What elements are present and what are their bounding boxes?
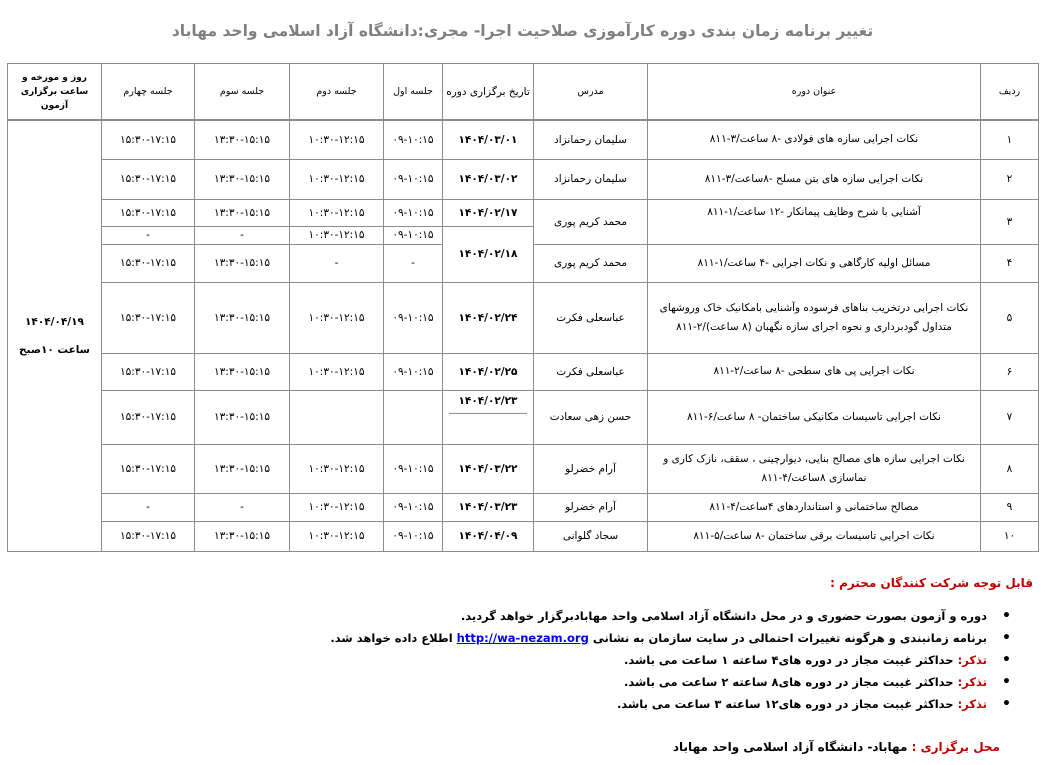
course-date: ۱۴۰۴/۰۲/۲۵	[443, 353, 534, 390]
header-session-3: جلسه سوم	[195, 64, 290, 121]
session-1-time: ۰۹-۱۰:۱۵	[384, 120, 443, 159]
table-row	[8, 390, 1039, 444]
session-1-time: ۰۹-۱۰:۱۵	[384, 493, 443, 521]
venue-line	[673, 740, 1000, 754]
schedule-table	[7, 63, 1039, 552]
session-3-time: ۱۳:۳۰-۱۵:۱۵	[195, 282, 290, 353]
note-text: اطلاع داده خواهد شد.	[330, 631, 457, 645]
session-1-time	[384, 390, 443, 444]
teacher-name: محمد کریم پوری	[534, 244, 648, 282]
row-number: ۷	[981, 390, 1039, 444]
session-2-time: ۱۰:۳۰-۱۲:۱۵	[290, 159, 384, 199]
course-title: نکات اجرایی سازه های فولادی -۸ ساعت/۳-۸۱۱	[648, 120, 981, 159]
session-3-time: -	[195, 226, 290, 244]
session-2-time: ۱۰:۳۰-۱۲:۱۵	[290, 353, 384, 390]
page-title: تغییر برنامه زمان بندی دوره کارآموزی صلاحیت اجرا- مجری:دانشگاه آزاد اسلامی واحد مهاباد	[171, 22, 874, 40]
teacher-name: سلیمان رحمانزاد	[534, 120, 648, 159]
session-4-time: ۱۵:۳۰-۱۷:۱۵	[102, 390, 195, 444]
table-row	[8, 120, 1039, 159]
session-3-time: ۱۳:۳۰-۱۵:۱۵	[195, 390, 290, 444]
table-row	[8, 282, 1039, 353]
teacher-name: سجاد گلوانی	[534, 521, 648, 551]
note-text: حداکثر غیبت مجاز در دوره های۱۲ ساعته ۳ ساعت می باشد.	[616, 697, 958, 711]
course-date: ۱۴۰۴/۰۲/۲۴	[443, 282, 534, 353]
note-text: حداکثر غیبت مجاز در دوره های۸ ساعته ۲ ساعت می باشد.	[623, 675, 958, 689]
session-2-time: ۱۰:۳۰-۱۲:۱۵	[290, 444, 384, 493]
course-date: ۱۴۰۴/۰۳/۰۱	[443, 120, 534, 159]
session-4-time: -	[102, 493, 195, 521]
course-title: نکات اجرایی درتخریب بناهای فرسوده وآشنایی بامکانیک خاک وروشهای متداول گودبرداری و نحوه اجرای سازه نگهبان (۸ ساعت)/۲-۸۱۱	[648, 282, 981, 353]
session-3-time: ۱۳:۳۰-۱۵:۱۵	[195, 159, 290, 199]
session-1-time: ۰۹-۱۰:۱۵	[384, 199, 443, 226]
teacher-name: آرام خضرلو	[534, 493, 648, 521]
course-title: مصالح ساختمانی و استانداردهای ۴ساعت/۴-۸۱۱	[648, 493, 981, 521]
session-4-time: ۱۵:۳۰-۱۷:۱۵	[102, 444, 195, 493]
session-3-time: ۱۳:۳۰-۱۵:۱۵	[195, 120, 290, 159]
course-date: ۱۴۰۴/۰۴/۰۹	[443, 521, 534, 551]
row-number: ۶	[981, 353, 1039, 390]
session-1-time: ۰۹-۱۰:۱۵	[384, 226, 443, 244]
row-number: ۸	[981, 444, 1039, 493]
session-1-time: -	[384, 244, 443, 282]
session-2-time: -	[290, 244, 384, 282]
teacher-name: سلیمان رحمانزاد	[534, 159, 648, 199]
venue-label: محل برگزاری :	[911, 740, 1000, 754]
table-row	[8, 493, 1039, 521]
header-session-4: جلسه چهارم	[102, 64, 195, 121]
course-date: ۱۴۰۴/۰۳/۰۲	[443, 159, 534, 199]
session-2-time: ۱۰:۳۰-۱۲:۱۵	[290, 120, 384, 159]
session-2-time: ۱۰:۳۰-۱۲:۱۵	[290, 199, 384, 226]
session-3-time: ۱۳:۳۰-۱۵:۱۵	[195, 444, 290, 493]
session-1-time: ۰۹-۱۰:۱۵	[384, 353, 443, 390]
header-session-1: جلسه اول	[384, 64, 443, 121]
row-number: ۱	[981, 120, 1039, 159]
row-number: ۲	[981, 159, 1039, 199]
course-title: نکات اجرایی سازه های بتن مسلح -۸ساعت/۳-۸۱۱	[648, 159, 981, 199]
teacher-name: عباسعلی فکرت	[534, 353, 648, 390]
session-1-time: ۰۹-۱۰:۱۵	[384, 159, 443, 199]
note-item	[13, 631, 987, 645]
exam-datetime	[8, 120, 102, 551]
header-session-2: جلسه دوم	[290, 64, 384, 121]
note-text: برنامه زمانبندی و هرگونه تغییرات احتمالی در سایت سازمان به نشانی	[592, 631, 987, 645]
notes-section	[13, 576, 1033, 719]
session-3-time: ۱۳:۳۰-۱۵:۱۵	[195, 353, 290, 390]
session-3-time: ۱۳:۳۰-۱۵:۱۵	[195, 521, 290, 551]
reminder-label: تذکر:	[957, 653, 987, 667]
note-text: حداکثر غیبت مجاز در دوره های۴ ساعته ۱ ساعت می باشد.	[623, 653, 958, 667]
website-link[interactable]: http://wa-nezam.org	[456, 631, 589, 645]
venue-value: مهاباد- دانشگاه آزاد اسلامی واحد مهاباد	[672, 740, 908, 754]
session-3-time: ۱۳:۳۰-۱۵:۱۵	[195, 244, 290, 282]
notes-heading: قابل توجه شرکت کنندگان محترم :	[830, 576, 1033, 590]
course-date	[443, 390, 534, 444]
row-number: ۹	[981, 493, 1039, 521]
note-text: دوره و آزمون بصورت حضوری و در محل دانشگاه آزاد اسلامی واحد مهابادبرگزار خواهد گردید.	[460, 609, 987, 623]
reminder-label: تذکر:	[957, 697, 987, 711]
reminder-label: تذکر:	[957, 675, 987, 689]
session-1-time: ۰۹-۱۰:۱۵	[384, 521, 443, 551]
exam-date: ۱۴۰۴/۰۴/۱۹	[25, 315, 84, 328]
session-4-time: ۱۵:۳۰-۱۷:۱۵	[102, 353, 195, 390]
course-title: نکات اجرایی تاسیسات مکانیکی ساختمان- ۸ ساعت/۶-۸۱۱	[648, 390, 981, 444]
course-title: نکات اجرایی پی های سطحی -۸ ساعت/۲-۸۱۱	[648, 353, 981, 390]
note-item	[13, 609, 987, 623]
teacher-name: عباسعلی فکرت	[534, 282, 648, 353]
course-date: ۱۴۰۴/۰۲/۱۷	[443, 199, 534, 226]
row-number: ۵	[981, 282, 1039, 353]
header-radif: ردیف	[981, 64, 1039, 121]
table-row	[8, 444, 1039, 493]
header-date: تاریخ برگزاری دوره	[443, 64, 534, 121]
table-row	[8, 159, 1039, 199]
table-row	[8, 199, 1039, 226]
note-item	[13, 653, 987, 667]
session-4-time: ۱۵:۳۰-۱۷:۱۵	[102, 521, 195, 551]
row-number: ۴	[981, 244, 1039, 282]
session-3-time: -	[195, 493, 290, 521]
session-4-time: ۱۵:۳۰-۱۷:۱۵	[102, 120, 195, 159]
table-row	[8, 521, 1039, 551]
session-2-time: ۱۰:۳۰-۱۲:۱۵	[290, 493, 384, 521]
session-4-time: -	[102, 226, 195, 244]
course-title: مسائل اولیه کارگاهی و نکات اجرایی -۴ ساعت/۱-۸۱۱	[648, 244, 981, 282]
row-number: ۱۰	[981, 521, 1039, 551]
row-number: ۳	[981, 199, 1039, 244]
header-exam: روز و مورخه و ساعت برگزاری آزمون	[8, 64, 102, 121]
session-1-time: ۰۹-۱۰:۱۵	[384, 282, 443, 353]
notes-list	[13, 609, 1033, 711]
session-3-time: ۱۳:۳۰-۱۵:۱۵	[195, 199, 290, 226]
session-1-time: ۰۹-۱۰:۱۵	[384, 444, 443, 493]
session-2-time: ۱۰:۳۰-۱۲:۱۵	[290, 226, 384, 244]
session-2-time: ۱۰:۳۰-۱۲:۱۵	[290, 282, 384, 353]
course-date-text: ۱۴۰۴/۰۲/۲۳	[449, 395, 527, 414]
teacher-name: محمد کریم پوری	[534, 199, 648, 244]
header-row	[8, 64, 1039, 121]
session-4-time: ۱۵:۳۰-۱۷:۱۵	[102, 159, 195, 199]
session-4-time: ۱۵:۳۰-۱۷:۱۵	[102, 244, 195, 282]
course-title: نکات اجرایی سازه های مصالح بنایی، دیوارچینی ، سقف، نازک کاری و نماسازی ۸ساعت/۴-۸۱۱	[648, 444, 981, 493]
table-row	[8, 353, 1039, 390]
session-2-time: ۱۰:۳۰-۱۲:۱۵	[290, 521, 384, 551]
exam-time: ساعت ۱۰صبح	[18, 343, 91, 356]
course-title: نکات اجرایی تاسیسات برقی ساختمان -۸ ساعت/۵-۸۱۱	[648, 521, 981, 551]
teacher-name: حسن زهی سعادت	[534, 390, 648, 444]
note-item	[13, 675, 987, 689]
header-teacher: مدرس	[534, 64, 648, 121]
session-4-time: ۱۵:۳۰-۱۷:۱۵	[102, 282, 195, 353]
teacher-name: آرام خضرلو	[534, 444, 648, 493]
course-date: ۱۴۰۴/۰۲/۱۸	[443, 226, 534, 282]
course-date: ۱۴۰۴/۰۳/۲۳	[443, 493, 534, 521]
session-2-time	[290, 390, 384, 444]
note-item	[13, 697, 987, 711]
session-4-time: ۱۵:۳۰-۱۷:۱۵	[102, 199, 195, 226]
course-title: آشنایی با شرح وظایف پیمانکار -۱۲ ساعت/۱-۸۱۱	[648, 199, 981, 244]
header-course: عنوان دوره	[648, 64, 981, 121]
course-date: ۱۴۰۴/۰۳/۲۲	[443, 444, 534, 493]
